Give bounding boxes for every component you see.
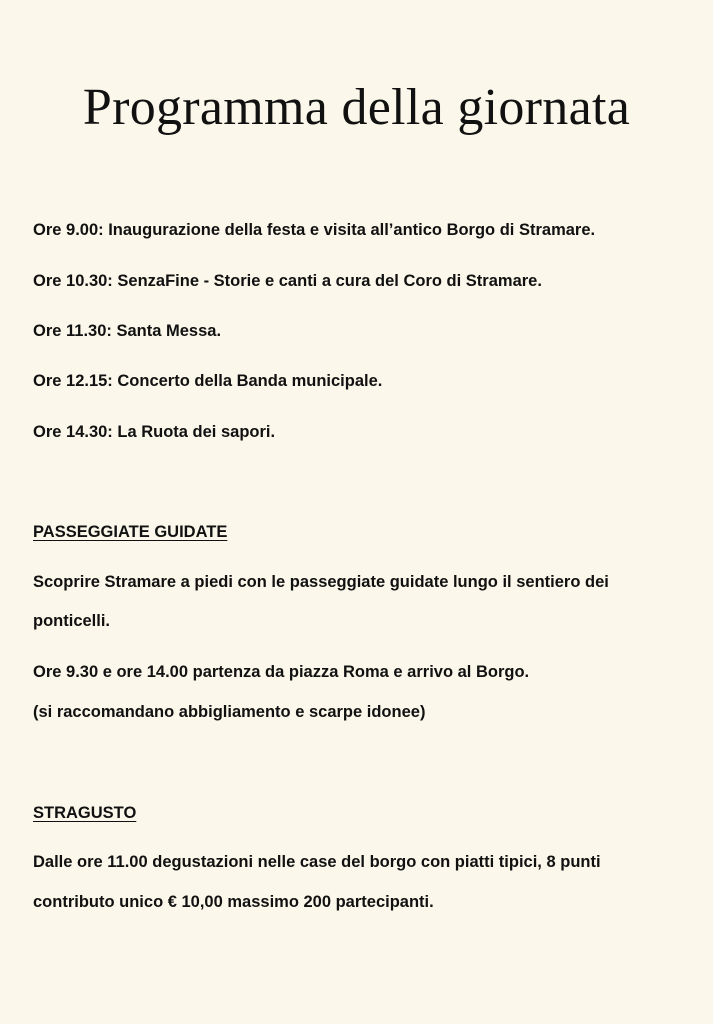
schedule-item: Ore 11.30: Santa Messa. — [33, 322, 222, 340]
stragusto-text: Dalle ore 11.00 degustazioni nelle case del borgo con piatti tipici, 8 punti — [33, 853, 601, 871]
schedule-item: Ore 9.00: Inaugurazione della festa e visita all’antico Borgo di Stramare. — [33, 221, 596, 239]
schedule-item: Ore 12.15: Concerto della Banda municipale. — [33, 372, 383, 390]
walks-heading: PASSEGGIATE GUIDATE — [33, 523, 228, 541]
walks-times: Ore 9.30 e ore 14.00 partenza da piazza Roma e arrivo al Borgo. — [33, 663, 530, 681]
schedule-item: Ore 14.30: La Ruota dei sapori. — [33, 423, 276, 441]
walks-text: ponticelli. — [33, 612, 111, 630]
walks-note: (si raccomandano abbigliamento e scarpe idonee) — [33, 703, 426, 721]
stragusto-heading: STRAGUSTO — [33, 804, 137, 822]
walks-text: Scoprire Stramare a piedi con le passeggiate guidate lungo il sentiero dei — [33, 573, 609, 591]
page-title: Programma della giornata — [82, 79, 631, 136]
schedule-item: Ore 10.30: SenzaFine - Storie e canti a cura del Coro di Stramare. — [33, 272, 542, 290]
stragusto-text: contributo unico € 10,00 massimo 200 partecipanti. — [33, 893, 434, 911]
